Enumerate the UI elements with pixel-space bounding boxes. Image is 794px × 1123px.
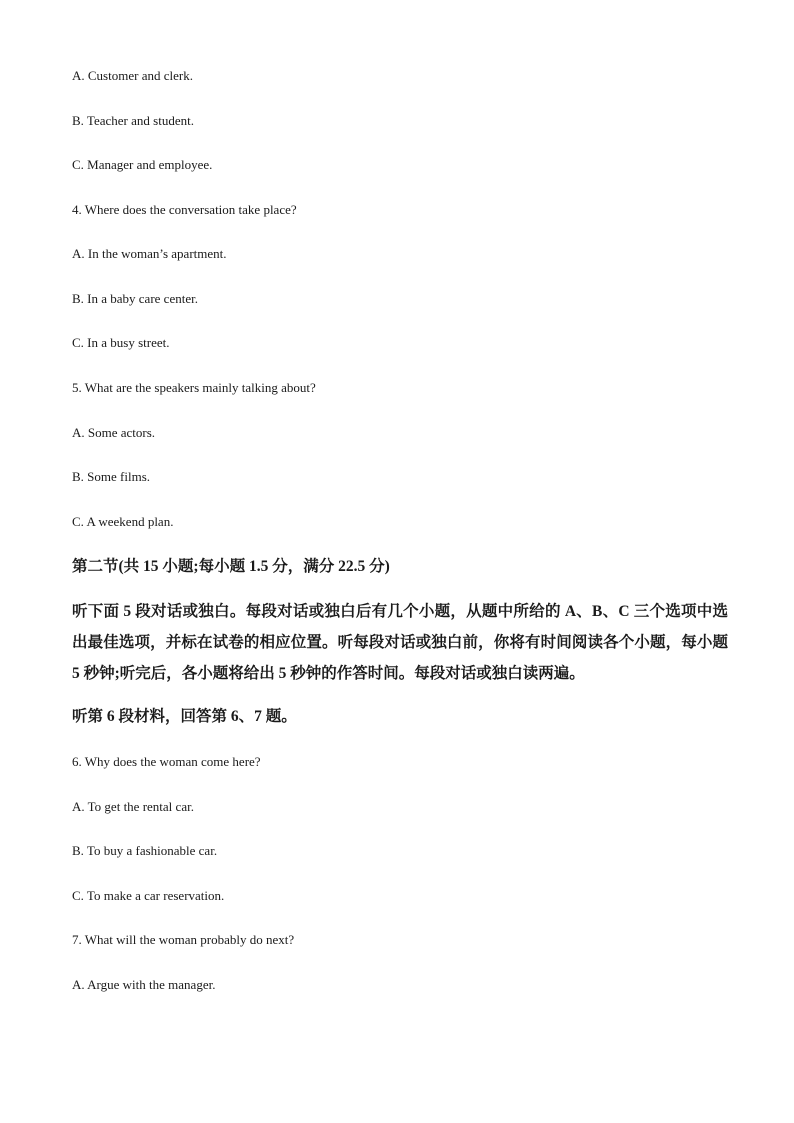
section-heading: 第二节(共 15 小题;每小题 1.5 分，满分 22.5 分): [72, 558, 390, 575]
question-6: 6. Why does the woman come here?: [72, 754, 261, 769]
question-4: 4. Where does the conversation take place?: [72, 202, 297, 217]
option-3c: C. Manager and employee.: [72, 157, 213, 172]
option-4c: C. In a busy street.: [72, 335, 170, 350]
option-3b: B. Teacher and student.: [72, 113, 194, 128]
instructions-paragraph: 听下面 5 段对话或独白。每段对话或独白后有几个小题，从题中所给的 A、B、C 三个选项中选出最佳选项，并标在试卷的相应位置。听每段对话或独白前，你将有时间阅读各个小题，每小题 5 秒钟;听完后，各小题将给出 5 秒钟的作答时间。每段对话或独白读两遍。: [72, 603, 728, 682]
question-7: 7. What will the woman probably do next?: [72, 932, 295, 947]
option-5a: A. Some actors.: [72, 425, 156, 440]
option-3a: A. Customer and clerk.: [72, 68, 193, 83]
option-7a: A. Argue with the manager.: [72, 977, 216, 992]
option-6b: B. To buy a fashionable car.: [72, 843, 218, 858]
question-5: 5. What are the speakers mainly talking about?: [72, 380, 316, 395]
option-5c: C. A weekend plan.: [72, 514, 174, 529]
option-4b: B. In a baby care center.: [72, 291, 198, 306]
option-6c: C. To make a car reservation.: [72, 888, 225, 903]
option-4a: A. In the woman’s apartment.: [72, 246, 227, 261]
option-5b: B. Some films.: [72, 469, 151, 484]
option-6a: A. To get the rental car.: [72, 799, 194, 814]
material-heading: 听第 6 段材料，回答第 6、7 题。: [72, 708, 297, 725]
